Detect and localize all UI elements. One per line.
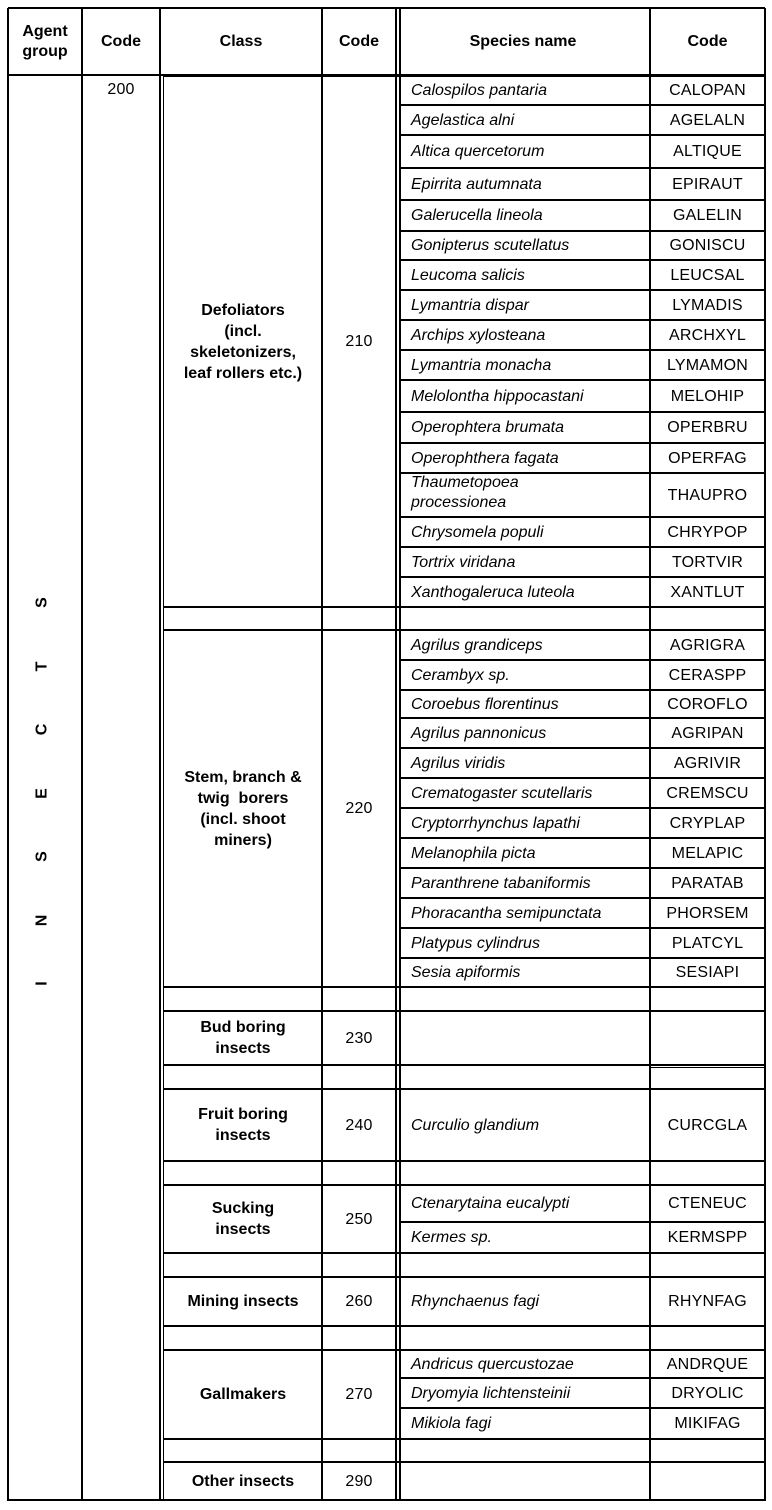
species-name: Crematogaster scutellaris [411,784,593,802]
species-name: Calospilos pantaria [411,82,548,99]
species-code: MELAPIC [671,844,744,862]
species-name: Melolontha hippocastani [411,387,584,405]
class-name-line: Defoliators [201,301,285,319]
species-name: Sesia apiformis [411,964,521,981]
species-code: GALELIN [673,207,742,224]
class-name [164,1185,322,1253]
class-name-line: miners) [214,831,272,849]
species-name: Archips xylosteana [411,326,546,344]
species-name: Agelastica alni [411,111,515,129]
class-name [164,1350,322,1439]
species-code: PARATAB [671,874,744,892]
class-name-line: insects [215,1221,271,1238]
species-name: Andricus quercustozae [411,1355,574,1373]
species-code: OPERBRU [667,419,748,436]
class-name [164,1277,322,1326]
species-name: Chrysomela populi [411,523,544,541]
species-name: Lymantria monacha [411,356,552,374]
species-code: XANTLUT [670,583,745,601]
species-code: DRYOLIC [671,1384,744,1402]
class-code: 230 [345,1029,373,1047]
class-name-line: Mining insects [187,1293,299,1310]
class-code: 290 [345,1472,373,1490]
species-name: Dryomyia lichtensteinii [411,1384,571,1402]
class-name [164,630,322,987]
species-code: OPERFAG [668,449,747,467]
species-code: SESIAPI [675,964,740,981]
species-name: Curculio glandium [411,1116,540,1134]
species-code: CRYPLAP [669,814,746,832]
header-species-name: Species name [469,33,577,50]
spacer-rule-right [650,1067,765,1068]
species-code: GONISCU [669,237,746,254]
class-name [164,1011,322,1065]
class-name-line: insects [215,1127,271,1144]
species-code: AGRIPAN [671,724,744,742]
species-code: PHORSEM [666,904,749,922]
species-code: CALOPAN [669,82,746,99]
agent-group-label [32,592,52,994]
class-code: 260 [345,1293,373,1310]
class-name-line: Bud boring [200,1019,286,1036]
class-name [164,76,322,607]
class-name-line: (incl. shoot [200,810,286,828]
species-name: Operophtera brumata [411,419,564,436]
header-agent-group: Agent group [22,22,68,60]
class-name-line: Sucking [211,1200,275,1217]
species-name: Mikiola fagi [411,1415,492,1432]
species-code: CHRYPOP [667,523,748,541]
species-name: Platypus cylindrus [411,934,540,952]
agent-group-letter: I [33,981,51,986]
species-code: EPIRAUT [672,175,743,193]
species-code: ALTIQUE [673,143,742,160]
class-name [164,1089,322,1161]
species-code: PLATCYL [671,934,744,952]
species-code: CREMSCU [666,784,749,802]
species-name: Rhynchaenus fagi [411,1293,540,1310]
class-code: 210 [345,333,373,350]
table-left-border [7,8,9,1501]
header-code-class: Code [339,33,379,50]
agent-group-letter: S [33,851,51,862]
species-code: CURCGLA [667,1116,748,1134]
class-name-line: Stem, branch & [184,768,302,786]
species-name: Paranthrene tabaniformis [411,874,591,892]
species-name: Epirrita autumnata [411,175,542,193]
agent-group-letter: T [33,661,51,671]
species-name: Ctenarytaina eucalypti [411,1195,570,1212]
agent-group-letter: N [33,914,51,926]
species-code: TORTVIR [671,553,744,571]
species-code: ARCHXYL [669,326,746,344]
species-name [400,473,650,517]
species-name: Lymantria dispar [411,296,529,314]
class-name-line: Gallmakers [199,1386,287,1403]
species-code: LYMADIS [672,296,743,314]
species-name: Cryptorrhynchus lapathi [411,814,580,832]
species-code: KERMSPP [667,1229,748,1246]
agent-group-code: 200 [107,80,135,98]
species-name: Agrilus grandiceps [411,636,543,654]
species-name: Galerucella lineola [411,207,543,224]
col-divider-agent [81,8,83,1500]
species-name-line: Thaumetopoea [411,474,519,491]
species-name: Agrilus viridis [411,754,506,772]
class-code: 240 [345,1116,373,1134]
class-name-line: insects [215,1040,271,1057]
species-code: AGRIGRA [669,636,746,654]
species-code: COROFLO [667,695,748,713]
class-name-line: twig borers [197,789,289,807]
class-name [164,1462,322,1500]
agent-group-letter: S [33,597,51,608]
agent-group-letter: C [33,723,51,736]
species-name: Coroebus florentinus [411,695,559,713]
species-code: CERASPP [668,666,747,684]
class-name-line: Fruit boring [198,1106,288,1123]
header-class: Class [219,33,263,50]
class-code: 220 [345,800,373,817]
species-name: Phoracantha semipunctata [411,904,602,922]
class-name-line: skeletonizers, [190,343,296,361]
species-name: Cerambyx sp. [411,666,510,684]
species-code: MELOHIP [670,387,745,405]
species-code: RHYNFAG [668,1293,747,1310]
class-name-line: leaf rollers etc.) [183,364,303,382]
species-code: THAUPRO [667,486,748,504]
species-code: LYMAMON [666,356,749,374]
col-divider-code1 [159,8,161,1500]
class-code: 250 [345,1210,373,1228]
agent-group-letter: E [33,787,51,799]
species-code: LEUCSAL [670,266,745,284]
species-name-line: processionea [411,494,507,511]
class-name-line: Other insects [191,1472,295,1490]
class-name-line: (incl. [224,322,262,340]
species-code: CTENEUC [668,1195,747,1212]
species-name: Altica quercetorum [411,143,545,160]
header-code-species: Code [687,33,728,50]
species-code: AGRIVIR [673,754,742,772]
class-code: 270 [345,1386,373,1403]
species-name: Leucoma salicis [411,266,525,284]
species-code: AGELALN [669,111,746,129]
species-name: Kermes sp. [411,1229,492,1246]
species-name: Tortrix viridana [411,553,516,571]
species-name: Operophthera fagata [411,449,559,467]
species-name: Agrilus pannonicus [411,724,547,742]
species-name: Gonipterus scutellatus [411,237,570,254]
species-code: ANDRQUE [666,1355,749,1373]
header-code-agent: Code [101,33,141,50]
species-name: Xanthogaleruca luteola [411,583,575,601]
species-name: Melanophila picta [411,844,536,862]
species-code: MIKIFAG [674,1415,741,1432]
